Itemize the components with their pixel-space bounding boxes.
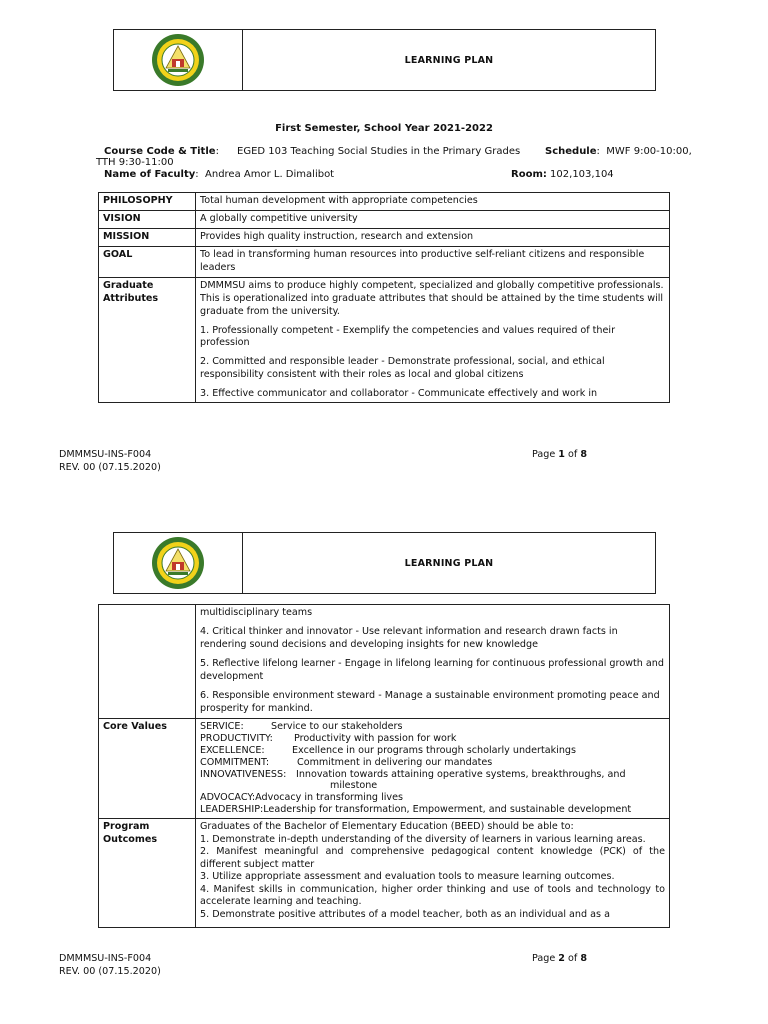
page1-number bbox=[532, 449, 587, 460]
room-line bbox=[511, 169, 614, 180]
goal-label: GOAL bbox=[99, 246, 196, 277]
table-row bbox=[99, 193, 670, 211]
faculty-line: Name of Faculty: Andrea Amor L. Dimalibot bbox=[104, 169, 335, 180]
header-title: LEARNING PLAN bbox=[404, 54, 494, 66]
semester-title: First Semester, School Year 2021-2022 bbox=[275, 123, 493, 134]
total-pages: 8 bbox=[580, 449, 588, 460]
po-label-line1: Program bbox=[103, 821, 150, 833]
po-label-line2: Outcomes bbox=[103, 834, 158, 846]
header-title: LEARNING PLAN bbox=[404, 557, 494, 569]
core-value-row bbox=[200, 757, 665, 769]
schedule-value-2: TTH 9:30-11:00 bbox=[96, 157, 174, 168]
core-value-text: Excellence in our programs through scholarly undertakings bbox=[292, 744, 577, 756]
faculty-value: Andrea Amor L. Dimalibot bbox=[205, 169, 335, 180]
core-value-key: EXCELLENCE: bbox=[200, 744, 265, 756]
of-word: of bbox=[568, 449, 578, 460]
page2-number bbox=[532, 953, 587, 964]
ga-item: 6. Responsible environment steward - Manage a sustainable environment promoting peace and prosperity for mankind. bbox=[200, 689, 660, 714]
table-row bbox=[99, 819, 670, 928]
core-value-row bbox=[200, 733, 665, 745]
institution-table bbox=[98, 192, 670, 403]
current-page: 1 bbox=[558, 449, 565, 460]
ga-item-cont: multidisciplinary teams bbox=[200, 607, 313, 618]
room-value: 102,103,104 bbox=[550, 169, 614, 180]
ga-label-line1: Graduate bbox=[103, 279, 154, 291]
table-row bbox=[99, 210, 670, 228]
room-label: Room: bbox=[511, 169, 547, 180]
page1-footer-codes bbox=[59, 449, 161, 475]
course-code-label: Course Code & Title bbox=[104, 146, 216, 157]
mission-label: MISSION bbox=[99, 228, 196, 246]
ga-label-line2: Attributes bbox=[103, 292, 159, 304]
form-code: DMMMSU-INS-F004 bbox=[59, 449, 152, 460]
graduate-attributes-label bbox=[99, 277, 196, 402]
ga-intro: DMMMSU aims to produce highly competent, specialized and globally competitive professionals. This is operationalized into graduate attributes that should be attained by the time students will graduate from the university. bbox=[200, 279, 664, 317]
schedule-label: Schedule bbox=[545, 146, 597, 157]
ga-item: 5. Reflective lifelong learner - Engage in lifelong learning for continuous professional growth and development bbox=[200, 657, 664, 682]
logo-cell bbox=[114, 30, 243, 90]
core-value-row bbox=[200, 721, 665, 733]
core-value-text: Productivity with passion for work bbox=[294, 732, 457, 744]
ga-item: 4. Critical thinker and innovator - Use relevant information and research drawn facts in rendering sound decisions and developing insights for new knowledge bbox=[200, 625, 618, 650]
graduate-attributes-cont-cell bbox=[196, 605, 670, 719]
core-value-cont: milestone bbox=[330, 780, 378, 792]
faculty-label: Name of Faculty bbox=[104, 169, 196, 180]
program-outcomes-label bbox=[99, 819, 196, 928]
core-value-key: INNOVATIVENESS: bbox=[200, 768, 287, 780]
page2-header-box bbox=[113, 532, 656, 594]
po-item: 3. Utilize appropriate assessment and evaluation tools to measure learning outcomes. bbox=[200, 871, 615, 883]
revision-code: REV. 00 (07.15.2020) bbox=[59, 965, 161, 977]
course-code-line: Course Code & Title: bbox=[104, 146, 219, 157]
table-row bbox=[99, 246, 670, 277]
core-value-row bbox=[200, 745, 665, 757]
current-page: 2 bbox=[558, 953, 565, 964]
university-seal-icon bbox=[146, 535, 210, 591]
table-row bbox=[99, 605, 670, 719]
philosophy-label: PHILOSOPHY bbox=[99, 193, 196, 211]
vision-text: A globally competitive university bbox=[196, 210, 670, 228]
core-value-text: Commitment in delivering our mandates bbox=[297, 756, 493, 768]
schedule-value: MWF 9:00-10:00, bbox=[606, 146, 692, 157]
page-word: Page bbox=[532, 449, 556, 460]
vision-label: VISION bbox=[99, 210, 196, 228]
core-values-cell bbox=[196, 718, 670, 819]
page2-footer-codes bbox=[59, 953, 161, 979]
po-intro: Graduates of the Bachelor of Elementary Education (BEED) should be able to: bbox=[200, 821, 574, 833]
core-value-key: PRODUCTIVITY: bbox=[200, 732, 273, 744]
goal-text: To lead in transforming human resources into productive self-reliant citizens and responsible leaders bbox=[196, 246, 670, 277]
page1-header-box bbox=[113, 29, 656, 91]
table-row bbox=[99, 277, 670, 402]
core-values-label: Core Values bbox=[99, 718, 196, 819]
core-value-key: SERVICE: bbox=[200, 720, 244, 732]
ga-item: 2. Committed and responsible leader - Demonstrate professional, social, and ethical responsibility consistent with their roles as local and global citizens bbox=[200, 356, 605, 381]
empty-label-cell bbox=[99, 605, 196, 719]
graduate-attributes-cell bbox=[196, 277, 670, 402]
core-value-text: Service to our stakeholders bbox=[271, 720, 403, 732]
core-value-leadership: LEADERSHIP:Leadership for transformation, Empowerment, and sustainable development bbox=[200, 804, 632, 816]
course-code-value: EGED 103 Teaching Social Studies in the Primary Grades bbox=[237, 146, 521, 157]
logo-cell bbox=[114, 533, 243, 593]
core-value-advocacy: ADVOCACY:Advocacy in transforming lives bbox=[200, 792, 403, 804]
continuation-table bbox=[98, 604, 670, 928]
core-value-key: COMMITMENT: bbox=[200, 756, 270, 768]
page-word: Page bbox=[532, 953, 556, 964]
table-row bbox=[99, 718, 670, 819]
core-value-text: Innovation towards attaining operative systems, breakthroughs, and bbox=[296, 768, 626, 780]
form-code: DMMMSU-INS-F004 bbox=[59, 953, 152, 964]
total-pages: 8 bbox=[580, 953, 588, 964]
po-item: 2. Manifest meaningful and comprehensive pedagogical content knowledge (PCK) of the different subject matter bbox=[200, 846, 665, 870]
ga-item: 1. Professionally competent - Exemplify the competencies and values required of their profession bbox=[200, 324, 616, 349]
po-item: 4. Manifest skills in communication, higher order thinking and use of tools and technology to accelerate learning and teaching. bbox=[200, 883, 665, 908]
revision-code: REV. 00 (07.15.2020) bbox=[59, 461, 161, 473]
schedule-line: Schedule: MWF 9:00-10:00, bbox=[545, 146, 692, 157]
core-value-row bbox=[200, 769, 665, 781]
table-row bbox=[99, 228, 670, 246]
philosophy-text: Total human development with appropriate competencies bbox=[196, 193, 670, 211]
po-item: 5. Demonstrate positive attributes of a model teacher, both as an individual and as a bbox=[200, 908, 610, 920]
program-outcomes-cell bbox=[196, 819, 670, 928]
of-word: of bbox=[568, 953, 578, 964]
ga-item: 3. Effective communicator and collaborator - Communicate effectively and work in bbox=[200, 388, 598, 400]
mission-text: Provides high quality instruction, research and extension bbox=[196, 228, 670, 246]
university-seal-icon bbox=[146, 32, 210, 88]
po-item: 1. Demonstrate in-depth understanding of the diversity of learners in various learning areas. bbox=[200, 833, 646, 845]
